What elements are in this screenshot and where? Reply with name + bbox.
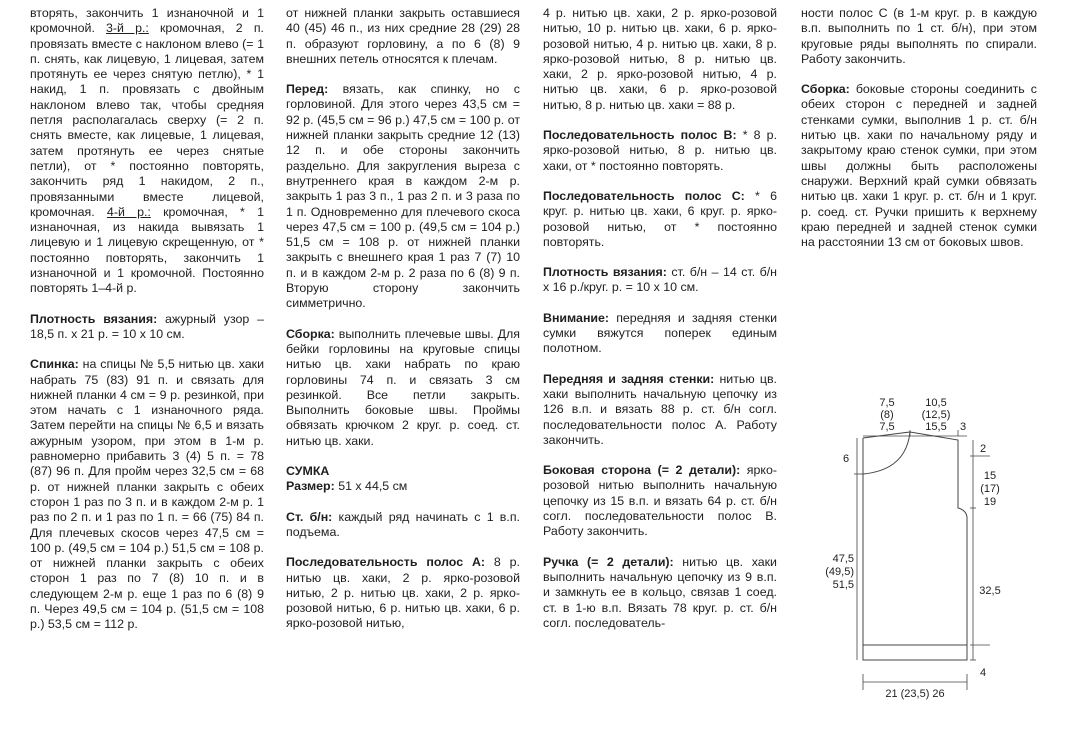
text-column-3 [543, 6, 777, 631]
dim-top-left-3: 7,5 [879, 421, 895, 433]
text-column-2 [286, 6, 520, 632]
dim-top-mid-2: (12,5) [921, 409, 951, 421]
size-label: Размер: [286, 479, 335, 494]
dim-top-mid-1: 10,5 [925, 397, 947, 409]
dim-top-mid-3: 15,5 [925, 421, 947, 433]
dim-length-2: (49,5) [825, 566, 854, 578]
walls-label: Передняя и задняя стенки: [543, 371, 715, 386]
paragraph-handle: Ручка (= 2 детали): нитью цв. хаки выполнить начальную цепочку из 9 в.п. и замкнуть ее в кольцо, связав 1 соед. ст. в 1-ю в.п. Вязать 78 круг. р. ст. б/н согл. последователь- [543, 554, 777, 630]
paragraph-sequence-b: Последовательность полос В: * 8 р. ярко-розовой нитью, 8 р. нитью цв. хаки, от * постоянно повторять. [543, 128, 778, 173]
front-label: Перед: [286, 82, 329, 97]
dim-width: 21 (23,5) 26 [885, 688, 945, 700]
dim-top-left-1: 7,5 [879, 397, 895, 409]
paragraph-front: Перед: вязать, как спинку, но с горловиной. Для этого через 43,5 см = 92 р. (45,5 см = 96 р.) 47,5 см = 100 р. от нижней планки закрыть средние 12 (13) 12 п. и обе стороны закончить раздельно. Для закругления выреза с внутреннего края в каждом 2-м р. закрыть 1 раз 3 п., 1 раз 2 п. и 3 раза по 1 п. Одновременно для плечевого скоса через 47,5 см = 100 р. (49,5 см = 104 р.) 51,5 см = 108 р. от нижней планки закрыть с внешнего края 1 раз 7 (7) 10 п. и в каждом 2-м р. 2 раза по 6 (8) 9 п. Вторую сторону закончить симметрично. [286, 82, 520, 311]
dim-armhole-1: 15 [983, 470, 997, 482]
dim-top-right: 3 [959, 421, 967, 433]
sequence-a-label: Последовательность полос А: [286, 555, 486, 570]
dim-length-1: 47,5 [832, 553, 854, 565]
row-4-label: 4-й р.: [106, 204, 151, 219]
bag-density-label: Плотность вязания: [543, 265, 667, 280]
text-column-1 [30, 6, 264, 633]
paragraph-st-bn: Ст. б/н: каждый ряд начинать с 1 в.п. подъема. [286, 509, 520, 539]
sequence-c-label: Последовательность полос С: [543, 188, 745, 203]
sequence-b-label: Последовательность полос В: [543, 128, 737, 143]
assembly-label: Сборка: [286, 326, 335, 341]
dim-top-left-2: (8) [880, 409, 894, 421]
paragraph-pattern-rows: вторять, закончить 1 изнаночной и 1 кромочной. 3-й р.: кромочная, 2 п. провязать вместе с наклоном влево (= 1 п. снять, как лицевую, 1 лицевая, затем протянуть ее через снятую петлю), * 1 накид, 1 п. провязать с двойным наклоном влево так, чтобы средняя петля располагалась сверху (= 2 п. снять вместе, как лицевые, 1 лицевая, затем протянуть ее через снятые петли), от * постоянно повторять, закончить ряд 1 накидом, 2 п., провязанными вместе лицевой, кромочная. 4-й р.: кромочная, * 1 изнаночная, из накида вывязать 1 лицевую и 1 лицевую скрещенную, от * постоянно повторять, закончить 1 изнаночной и 1 кромочной. Постоянно повторять 1–4-й р. [30, 6, 264, 296]
attention-label: Внимание: [543, 310, 610, 325]
dim-neck-depth: 6 [843, 453, 850, 465]
paragraph-walls: Передняя и задняя стенки: нитью цв. хаки выполнить начальную цепочку из 126 в.п. и вязать 88 р. ст. б/н согл. последовательности полос А. Работу закончить. [543, 371, 777, 447]
dim-side: 32,5 [979, 585, 1001, 597]
paragraph-side: Боковая сторона (= 2 детали): ярко-розовой нитью выполнить начальную цепочку из 15 в.п. и вязать 64 р. ст. б/н согл. последовательности полос В. Работу закончить. [543, 463, 777, 539]
paragraph-bag-size: СУМКА Размер: 51 х 44,5 см [286, 464, 520, 495]
paragraph-back: Спинка: на спицы № 5,5 нитью цв. хаки набрать 75 (83) 91 п. и связать для нижней планки 4 см = 9 р. резинкой, при этом начать с 1 изнаночного ряда. Затем перейти на спицы № 6,5 и вязать ажурным узором, при этом в 1-м р. равномерно прибавить 3 (4) 5 п. = 78 (87) 96 п. Для пройм через 32,5 см = 68 р. от нижней планки закрыть с обеих сторон 1 раз по 3 п. и в каждом 2-м р. 1 раз по 2 п. и 1 раз по 1 п. = 66 (75) 84 п. Для плечевых скосов через 47,5 см = 100 р. (49,5 см = 104 р.) 51,5 см = 108 р. от нижней планки закрыть с обеих сторон 1 раз по 7 (8) 10 п. и в следующем 2-м р. еще 1 раз по 6 (8) 9 п. Через 49,5 см = 104 р. (51,5 см = 108 р.) 53,5 см = 112 р. [30, 357, 264, 632]
dim-armhole-2: (17) [980, 483, 1000, 495]
dim-band: 4 [980, 667, 987, 679]
paragraph-sequence-a-continued: 4 р. нитью цв. хаки, 2 р. ярко-розовой нитью, 10 р. нитью цв. хаки, 6 р. ярко-розовой нитью, 4 р. нитью цв. хаки, 8 р. ярко-розовой нитью, 8 р. нитью цв. хаки, 2 р. ярко-розовой нитью, 4 р. нитью цв. хаки, 6 р. ярко-розовой нитью, 8 р. нитью цв. хаки = 88 р. [543, 6, 777, 112]
text-column-4 [801, 6, 1037, 250]
paragraph-attention: Внимание: передняя и задняя стенки сумки вяжутся поперек единым полотном. [543, 310, 777, 356]
paragraph-assembly: Сборка: выполнить плечевые швы. Для бейки горловины на круговые спицы нитью цв. хаки набрать по краю горловины 74 п. и связать 3 см резинкой. Все петли закрыть. Выполнить боковые швы. Проймы обвязать крючком 2 круг. р. соед. ст. нитью цв. хаки. [286, 326, 520, 448]
pattern-schema [825, 390, 1045, 710]
density-label: Плотность вязания: [30, 311, 158, 326]
side-label: Боковая сторона (= 2 детали): [543, 463, 741, 478]
bag-assembly-label: Сборка: [801, 82, 850, 97]
dim-length-3: 51,5 [832, 579, 854, 591]
garment-outline [863, 432, 967, 660]
dim-armhole-3: 19 [983, 496, 997, 508]
row-3-label: 3-й р.: [106, 21, 149, 36]
bag-title: СУМКА [286, 464, 330, 479]
paragraph-bag-assembly: Сборка: боковые стороны соединить с обеих сторон с передней и задней стенками сумки, выполнив 1 р. ст. б/н нитью цв. хаки по начальному ряду и закрытому краю стенок сумки, при этом швы должны быть расположены снаружи. Верхний край сумки обвязать нитью цв. хаки 1 круг. р. ст. б/н и 1 круг. р. соед. ст. Ручки пришить к верхнему краю передней и задней стенок сумки на расстоянии 13 см от боковых швов. [801, 82, 1037, 250]
paragraph-sequence-a: Последовательность полос А: 8 р. нитью цв. хаки, 2 р. ярко-розовой нитью, 2 р. нитью цв. хаки, 2 р. ярко-розовой нитью, 6 р. нитью цв. хаки, 6 р. ярко-розовой нитью, [286, 555, 520, 631]
paragraph-handle-continued: ности полос С (в 1-м круг. р. в каждую в.п. выполнить по 1 ст. б/н), при этом круговые ряды выполнять по спирали. Работу закончить. [801, 6, 1037, 66]
paragraph-back-continued: от нижней планки закрыть оставшиеся 40 (45) 46 п., из них средние 28 (29) 28 п. образуют горловину, а по 6 (8) 9 внешних петель относятся к плечам. [286, 6, 520, 66]
schema-drawing [825, 390, 1045, 710]
paragraph-density: Плотность вязания: ажурный узор – 18,5 п. х 21 р. = 10 х 10 см. [30, 311, 264, 341]
handle-label: Ручка (= 2 детали): [543, 554, 674, 569]
dim-shoulder: 2 [980, 443, 987, 455]
back-label: Спинка: [30, 357, 79, 372]
paragraph-sequence-c: Последовательность полос С: * 6 круг. р. нитью цв. хаки, 6 круг. р. ярко-розовой нитью, от * постоянно повторять. [543, 188, 777, 249]
st-bn-label: Ст. б/н: [286, 509, 333, 524]
paragraph-bag-density: Плотность вязания: ст. б/н – 14 ст. б/н х 16 р./круг. р. = 10 х 10 см. [543, 265, 777, 295]
